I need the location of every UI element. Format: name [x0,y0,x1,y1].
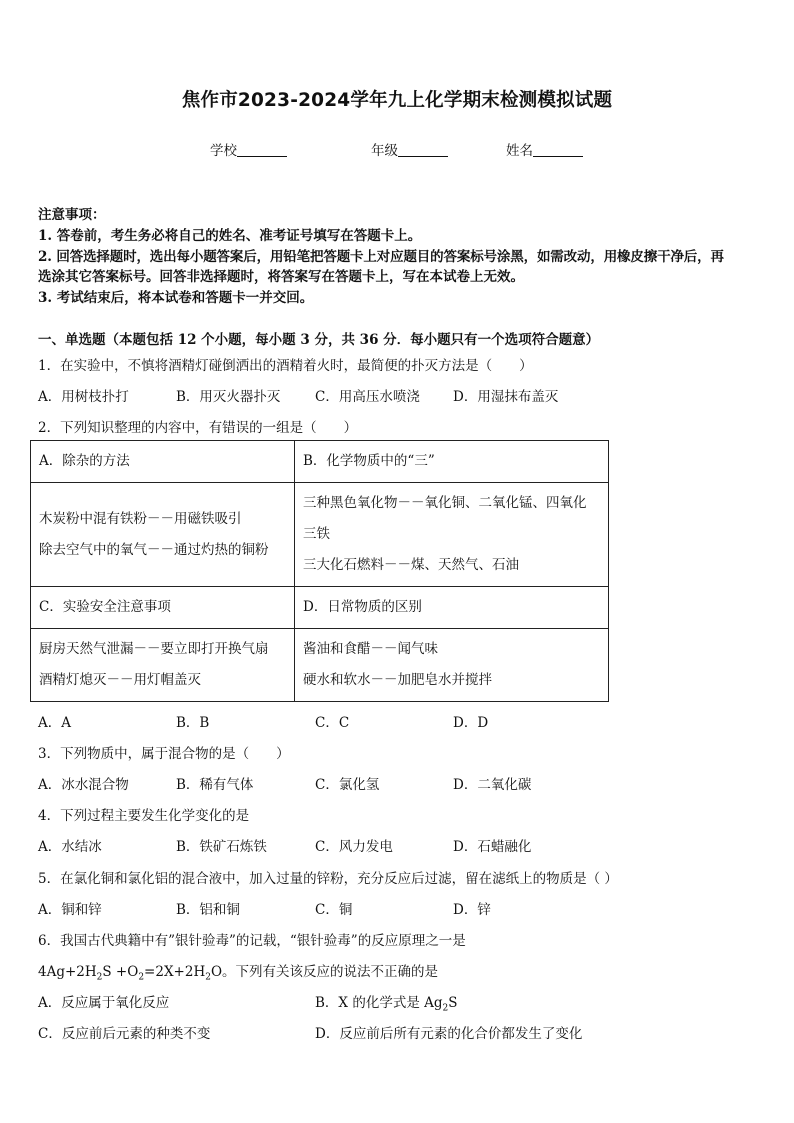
name-field[interactable]: 姓名 [506,139,583,159]
grade-field[interactable]: 年级 [371,139,448,159]
notice-item: 3. 考试结束后，将本试卷和答题卡一并交回。 [38,290,314,306]
school-blank[interactable] [237,142,287,157]
table-row [31,629,609,702]
option-d[interactable]: D．石蜡融化 [453,839,532,855]
option-d[interactable]: D．用湿抹布盖灭 [453,389,559,405]
knowledge-table [30,440,609,702]
notice-heading: 注意事项： [38,207,106,223]
option-b[interactable]: B．用灭火器扑灭 [176,389,281,405]
option-b[interactable]: B．X 的化学式是 $Ag_2S$ [315,995,458,1014]
option-a[interactable]: A．水结冰 [38,839,102,855]
option-d[interactable]: D．反应前后所有元素的化合价都发生了变化 [315,1026,583,1042]
option-d[interactable]: D．D [453,715,489,731]
table-cell: A．除杂的方法 [31,441,295,483]
option-d[interactable]: D．锌 [453,902,491,918]
notice-item: 1. 答卷前，考生务必将自己的姓名、准考证号填写在答题卡上。 [38,228,422,244]
table-row [31,441,609,483]
option-a[interactable]: A．反应属于氧化反应 [38,995,170,1011]
table-cell: 厨房天然气泄漏－－要立即打开换气扇 酒精灯熄灭－－用灯帽盖灭 [31,629,295,702]
option-b[interactable]: B．B [176,715,210,731]
notice-item: 2. 回答选择题时，选出每小题答案后，用铅笔把答题卡上对应题目的答案标号涂黑，如需改动，用橡皮擦干净后，再 [38,249,724,265]
table-cell: C．实验安全注意事项 [31,587,295,629]
school-field[interactable]: 学校 [210,139,287,159]
grade-blank[interactable] [398,142,448,157]
exam-title: 焦作市2023-2024学年九上化学期末检测模拟试题 [181,90,613,111]
student-info-row [0,139,794,159]
table-cell: D．日常物质的区别 [295,587,609,629]
option-c[interactable]: C．氯化氢 [315,777,380,793]
option-a[interactable]: A．用树枝扑打 [38,389,129,405]
table-cell: B．化学物质中的“三” [295,441,609,483]
table-row [31,587,609,629]
section-heading: 一、单选题（本题包括 12 个小题，每小题 3 分，共 36 分．每小题只有一个选项符合题意） [38,332,600,348]
table-cell: 三种黑色氧化物－－氧化铜、二氧化锰、四氧化 三铁 三大化石燃料－－煤、天然气、石油 [295,483,609,587]
question-stem: 2．下列知识整理的内容中，有错误的一组是（ ） [38,420,358,436]
option-a[interactable]: A．冰水混合物 [38,777,129,793]
question-stem: 6．我国古代典籍中有”银针验毒”的记载，“银针验毒”的反应原理之一是 [38,933,466,949]
notice-item: 选涂其它答案标号。回答非选择题时，将答案写在答题卡上，写在本试卷上无效。 [38,269,524,285]
option-c[interactable]: C．风力发电 [315,839,393,855]
option-a[interactable]: A．A [38,715,71,731]
table-cell: 酱油和食醋－－闻气味 硬水和软水－－加肥皂水并搅拌 [295,629,609,702]
option-b[interactable]: B．铝和铜 [176,902,240,918]
table-row [31,483,609,587]
question-stem: 4．下列过程主要发生化学变化的是 [38,808,250,824]
question-stem: 1．在实验中，不慎将酒精灯碰倒洒出的酒精着火时，最简便的扑灭方法是（ ） [38,358,533,374]
table-cell: 木炭粉中混有铁粉－－用磁铁吸引 除去空气中的氧气－－通过灼热的铜粉 [31,483,295,587]
option-a[interactable]: A．铜和锌 [38,902,102,918]
question-stem: 5．在氯化铜和氯化铝的混合液中，加入过量的锌粉，充分反应后过滤，留在滤纸上的物质是（ ） [38,871,618,887]
option-c[interactable]: C．用高压水喷浇 [315,389,420,405]
option-c[interactable]: C．反应前后元素的种类不变 [38,1026,211,1042]
option-c[interactable]: C．铜 [315,902,353,918]
option-c[interactable]: C．C [315,715,350,731]
option-b[interactable]: B．铁矿石炼铁 [176,839,267,855]
name-blank[interactable] [533,142,583,157]
option-d[interactable]: D．二氧化碳 [453,777,532,793]
reaction-equation: $4Ag+2H_2S +O_2=2X+2H_2O$。下列有关该反应的说法不正确的是 [38,964,439,983]
option-b[interactable]: B．稀有气体 [176,777,254,793]
question-stem: 3．下列物质中，属于混合物的是（ ） [38,746,290,762]
